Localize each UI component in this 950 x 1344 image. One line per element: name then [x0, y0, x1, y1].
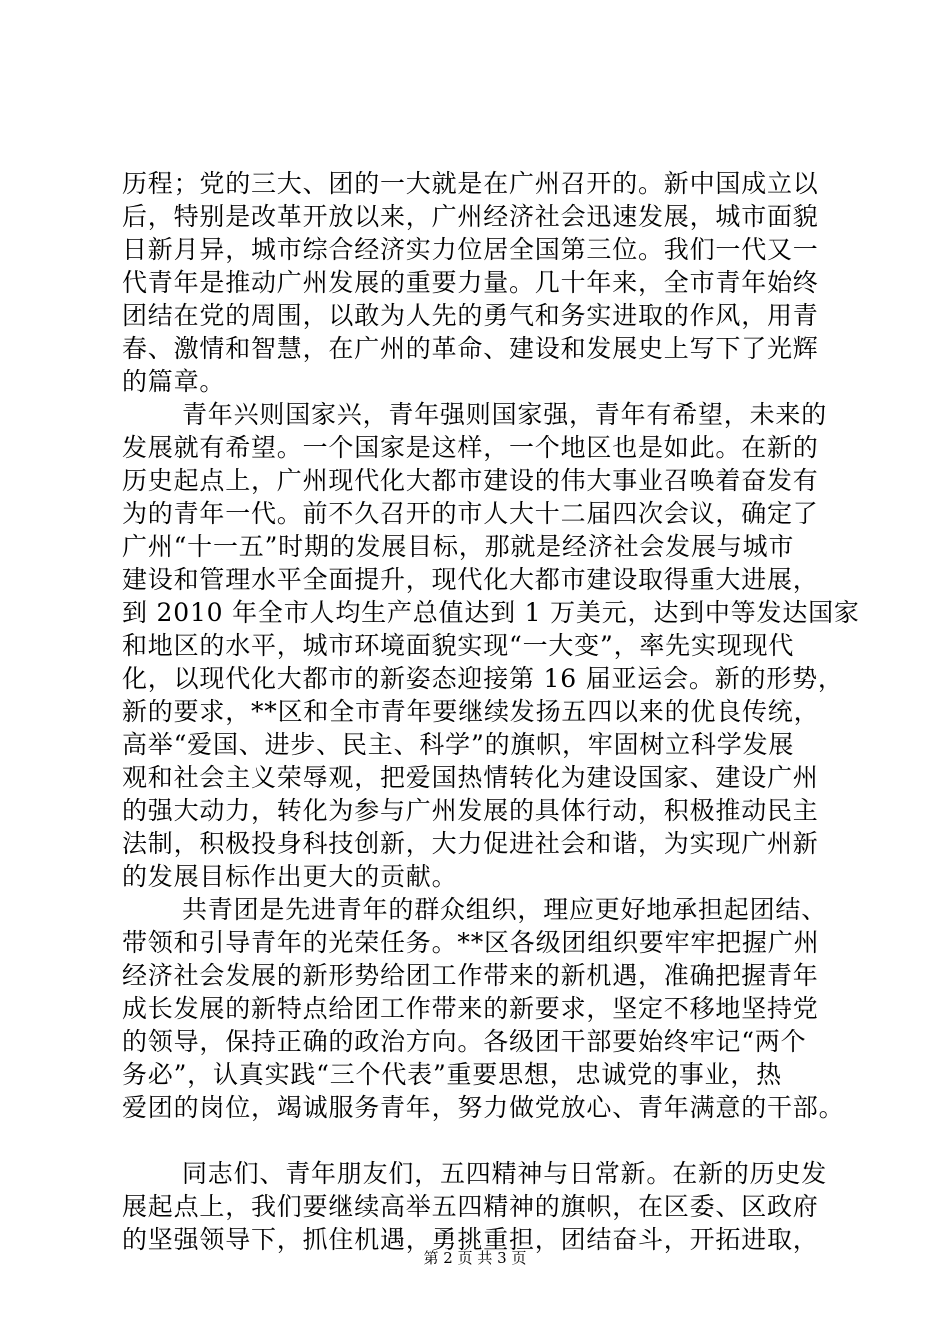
- text-line: 发展就有希望。一个国家是这样，一个地区也是如此。在新的: [122, 433, 819, 462]
- text-line: 广州“十一五”时期的发展目标，那就是经济社会发展与城市: [122, 532, 795, 561]
- text-line: 带领和引导青年的光荣任务。**区各级团组织要牢牢把握广州: [122, 928, 820, 957]
- text-line: 爱团的岗位，竭诚服务青年，努力做党放心、青年满意的干部。: [122, 1093, 845, 1122]
- text-line: 成长发展的新特点给团工作带来的新要求，坚定不移地坚持党: [122, 994, 819, 1023]
- text-line: 代青年是推动广州发展的重要力量。几十年来，全市青年始终: [122, 268, 819, 297]
- text-line: 日新月异，城市综合经济实力位居全国第三位。我们一代又一: [122, 235, 819, 264]
- text-line: 建设和管理水平全面提升，现代化大都市建设取得重大进展，: [122, 565, 819, 594]
- text-line: 为的青年一代。前不久召开的市人大十二届四次会议，确定了: [122, 499, 819, 528]
- text-line: 的坚强领导下，抓住机遇，勇挑重担，团结奋斗，开拓进取，: [122, 1225, 819, 1254]
- text-line: 春、激情和智慧，在广州的革命、建设和发展史上写下了光辉: [122, 334, 819, 363]
- paragraph-first-line: 青年兴则国家兴，青年强则国家强，青年有希望，未来的: [182, 400, 828, 429]
- text-line: 的领导，保持正确的政治方向。各级团干部要始终牢记“两个: [122, 1027, 807, 1056]
- text-line: 历程；党的三大、团的一大就是在广州召开的。新中国成立以: [122, 169, 819, 198]
- text-line: 法制，积极投身科技创新，大力促进社会和谐，为实现广州新: [122, 829, 819, 858]
- text-line: 团结在党的周围，以敢为人先的勇气和务实进取的作风，用青: [122, 301, 819, 330]
- text-line: 历史起点上，广州现代化大都市建设的伟大事业召唤着奋发有: [122, 466, 819, 495]
- text-line: 后，特别是改革开放以来，广州经济社会迅速发展，城市面貌: [122, 202, 819, 231]
- text-line: 和地区的水平，城市环境面貌实现“一大变”，率先实现现代: [122, 631, 795, 660]
- text-line: 展起点上，我们要继续高举五四精神的旗帜，在区委、区政府: [122, 1192, 819, 1221]
- text-line: 的发展目标作出更大的贡献。: [122, 862, 458, 891]
- text-line: 观和社会主义荣辱观，把爱国热情转化为建设国家、建设广州: [122, 763, 819, 792]
- text-line: 到 2010 年全市人均生产总值达到 1 万美元，达到中等发达国家: [122, 598, 860, 627]
- text-line: 经济社会发展的新形势给团工作带来的新机遇，准确把握青年: [122, 961, 819, 990]
- text-line: 务必”，认真实践“三个代表”重要思想，忠诚党的事业，热: [122, 1060, 782, 1089]
- text-line: 的强大动力，转化为参与广州发展的具体行动，积极推动民主: [122, 796, 819, 825]
- text-line: 化，以现代化大都市的新姿态迎接第 16 届亚运会。新的形势，: [122, 664, 844, 693]
- text-line: 的篇章。: [122, 367, 226, 396]
- text-line: 高举“爱国、进步、民主、科学”的旗帜，牢固树立科学发展: [122, 730, 795, 759]
- paragraph-first-line: 共青团是先进青年的群众组织，理应更好地承担起团结、: [182, 895, 828, 924]
- page-footer: 第 2 页 共 3 页: [423, 1249, 527, 1267]
- text-line: 新的要求，**区和全市青年要继续发扬五四以来的优良传统，: [122, 697, 820, 726]
- paragraph-first-line: 同志们、青年朋友们，五四精神与日常新。在新的历史发: [182, 1159, 828, 1188]
